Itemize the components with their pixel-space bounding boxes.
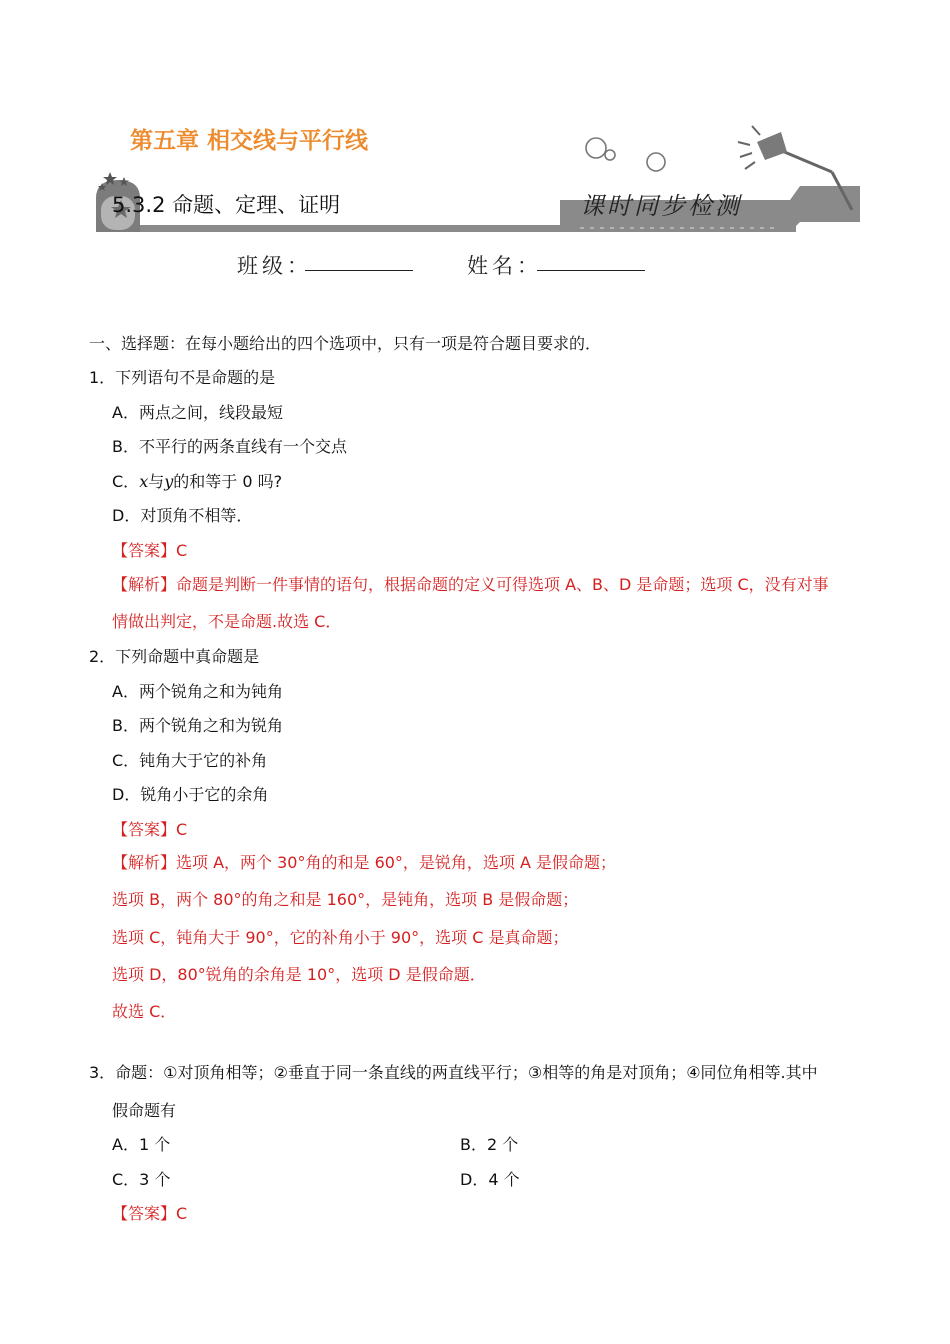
q1-c-var-x: x: [139, 472, 149, 491]
instructions: 一、选择题：在每小题给出的四个选项中，只有一项是符合题目要求的．: [89, 334, 602, 353]
q3-option-d: D．4 个: [460, 1170, 520, 1189]
q3-option-b: B．2 个: [460, 1135, 519, 1154]
section-title: 5.3.2 命题、定理、证明: [112, 193, 341, 217]
q2-analysis-line-2: 选项 B，两个 80°的角之和是 160°，是钝角，选项 B 是假命题；: [112, 890, 579, 909]
q2-analysis-line-4: 选项 D，80°锐角的余角是 10°，选项 D 是假命题．: [112, 965, 486, 984]
q1-c-mid: 与: [148, 472, 165, 491]
class-label: 班级：: [237, 254, 312, 278]
name-label: 姓名：: [467, 254, 542, 278]
q2-option-d: D．锐角小于它的余角: [112, 785, 269, 804]
name-field[interactable]: [537, 270, 645, 271]
banner-right-title: 课时同步检测: [580, 192, 742, 220]
q2-option-b: B．两个锐角之和为锐角: [112, 716, 283, 735]
q3-stem-line-2: 假命题有: [112, 1101, 177, 1120]
q1-c-suffix: 的和等于 0 吗?: [173, 472, 283, 491]
q2-answer: 【答案】C: [112, 820, 188, 839]
q2-option-c: C．钝角大于它的补角: [112, 751, 268, 770]
chapter-title: 第五章 相交线与平行线: [130, 128, 369, 154]
q1-answer: 【答案】C: [112, 541, 188, 560]
q1-c-var-y: y: [164, 472, 174, 491]
q2-analysis-line-1: 【解析】选项 A，两个 30°角的和是 60°，是锐角，选项 A 是假命题；: [112, 853, 617, 872]
q2-stem: 2．下列命题中真命题是: [89, 647, 260, 666]
q2-analysis-line-5: 故选 C．: [112, 1002, 177, 1021]
q3-option-c: C．3 个: [112, 1170, 171, 1189]
q1-option-b: B．不平行的两条直线有一个交点: [112, 437, 347, 456]
q3-option-a: A．1 个: [112, 1135, 171, 1154]
q2-analysis-line-3: 选项 C，钝角大于 90°，它的补角小于 90°，选项 C 是真命题；: [112, 928, 569, 947]
q1-option-a: A．两点之间，线段最短: [112, 403, 283, 422]
q1-analysis-line-2: 情做出判定，不是命题.故选 C．: [112, 612, 342, 631]
q1-option-d: D．对顶角不相等．: [112, 506, 253, 525]
q1-analysis-line-1: 【解析】命题是判断一件事情的语句，根据命题的定义可得选项 A、B、D 是命题；选项 C，没有对事: [112, 575, 829, 594]
q3-stem-line-1: 3．命题：①对顶角相等；②垂直于同一条直线的两直线平行；③相等的角是对顶角；④同位角相等.其中: [89, 1063, 818, 1082]
q1-stem: 1．下列语句不是命题的是: [89, 368, 276, 387]
q1-c-prefix: C．: [112, 472, 140, 491]
q1-option-c: [112, 472, 282, 492]
bubble-icon: [586, 138, 665, 171]
q2-option-a: A．两个锐角之和为钝角: [112, 682, 283, 701]
class-field[interactable]: [305, 270, 413, 271]
q3-answer: 【答案】C: [112, 1204, 188, 1223]
